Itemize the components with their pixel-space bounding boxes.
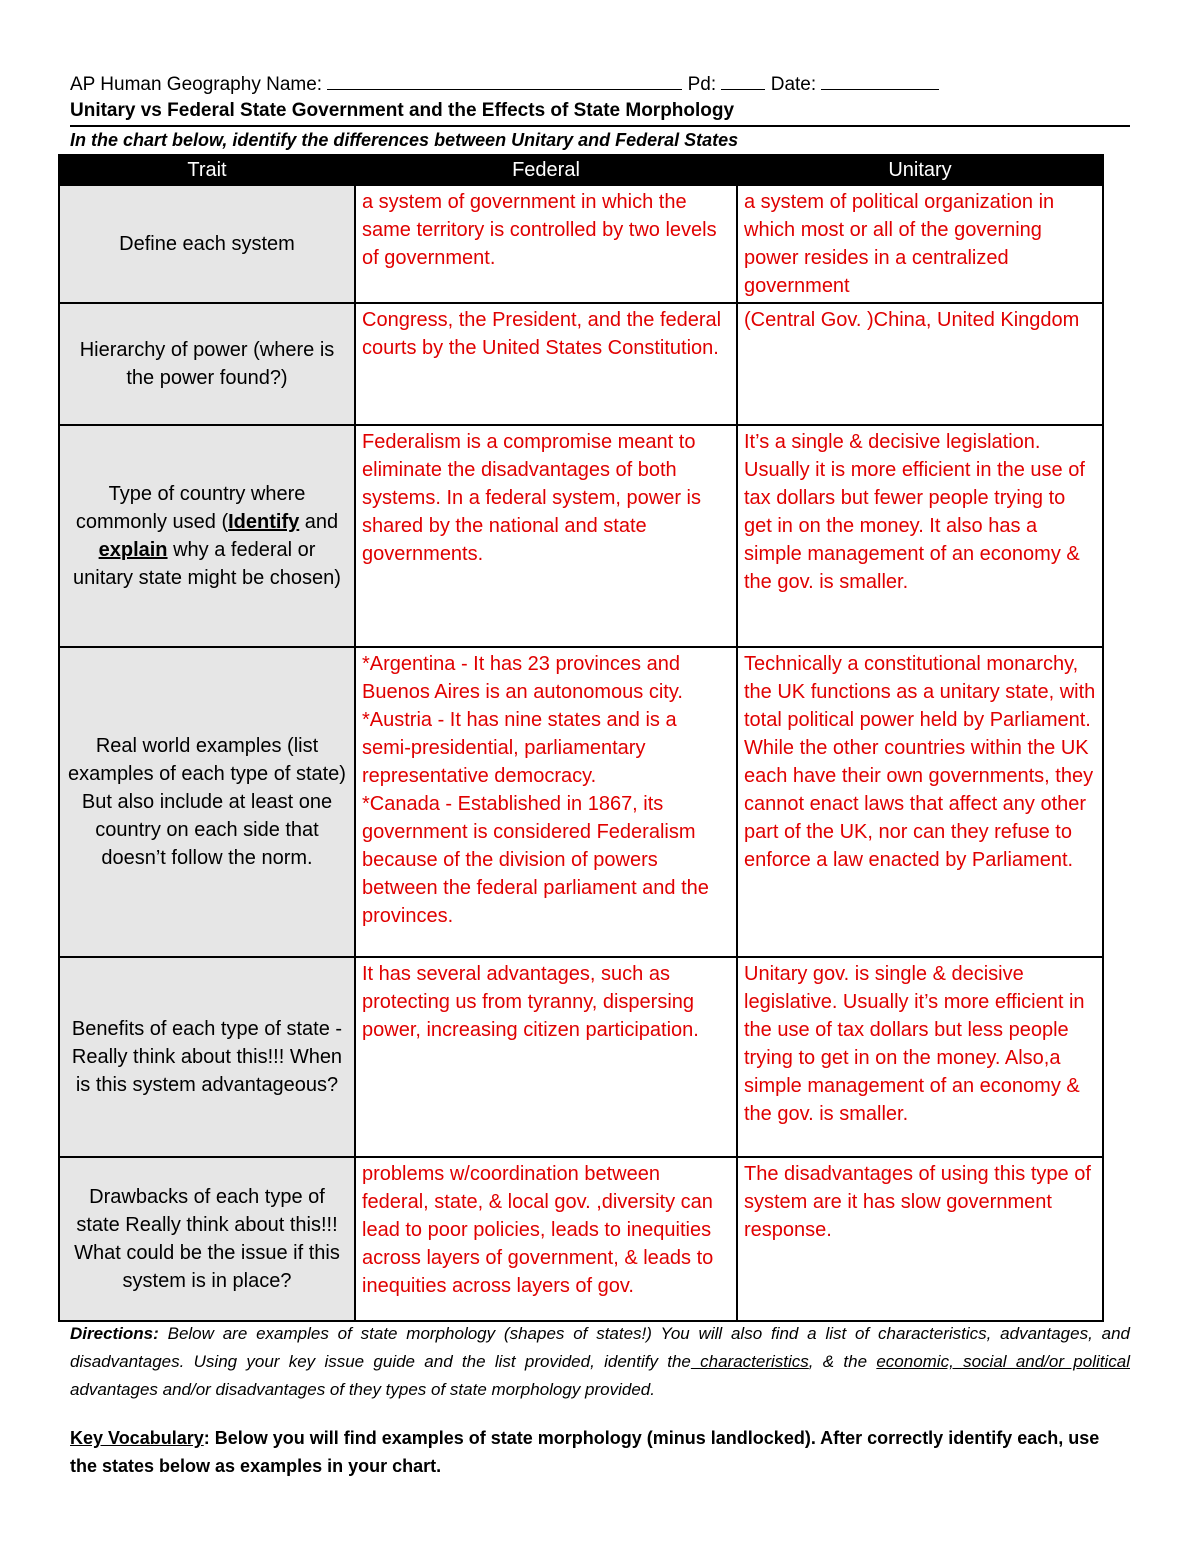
header-line bbox=[70, 73, 939, 96]
table-row bbox=[59, 425, 1103, 647]
federal-answer[interactable] bbox=[355, 647, 737, 957]
date-label: Date: bbox=[770, 74, 817, 95]
table-row bbox=[59, 185, 1103, 303]
comparison-table bbox=[58, 154, 1104, 1322]
table-row bbox=[59, 957, 1103, 1157]
unitary-answer[interactable]: Technically a constitutional monarchy, the UK functions as a unitary state, with total political power held by Parliament. While the other countries within the UK each have their own governments, they cannot enact laws that affect any other part of the UK, nor can they refuse to enforce a law enacted by Parliament. bbox=[737, 647, 1103, 957]
pd-label: Pd: bbox=[687, 74, 717, 95]
directions-text: advantages and/or disadvantages of they types of state morphology provided. bbox=[70, 1380, 655, 1399]
date-blank[interactable] bbox=[821, 73, 939, 90]
trait-text: Type of country where commonly used ( bbox=[75, 483, 306, 533]
federal-answer[interactable]: Federalism is a compromise meant to eliminate the disadvantages of both systems. In a federal system, power is shared by the national and state governments. bbox=[355, 425, 737, 647]
header-trait: Trait bbox=[59, 155, 355, 185]
trait-cell: Define each system bbox=[59, 185, 355, 303]
federal-answer[interactable]: It has several advantages, such as protecting us from tyranny, dispersing power, increasing citizen participation. bbox=[355, 957, 737, 1157]
example-austria: *Austria - It has nine states and is a semi-presidential, parliamentary representative democracy. bbox=[362, 709, 677, 787]
unitary-answer[interactable]: Unitary gov. is single & decisive legislative. Usually it’s more efficient in the use of tax dollars but less people trying to get in on the money. Also,a simple management of an economy & the gov. is smaller. bbox=[737, 957, 1103, 1157]
directions-text: Below are examples of state morphology (shapes of states!) You will also find a list of characteristics, advantages, and disadvantages. Using your key issue guide and the list provided, identify the bbox=[70, 1324, 1130, 1371]
header-unitary: Unitary bbox=[737, 155, 1103, 185]
directions-underlined-text: characteristics bbox=[690, 1352, 809, 1371]
trait-text: and bbox=[299, 511, 339, 533]
name-label: AP Human Geography Name: bbox=[70, 74, 323, 95]
trait-cell: Benefits of each type of state - Really think about this!!! When is this system advantageous? bbox=[59, 957, 355, 1157]
header-federal: Federal bbox=[355, 155, 737, 185]
table-row bbox=[59, 303, 1103, 425]
federal-answer[interactable]: problems w/coordination between federal, state, & local gov. ,diversity can lead to poor policies, leads to inequities across layers of government, & leads to inequities across layers of gov. bbox=[355, 1157, 737, 1321]
example-argentina: *Argentina - It has 23 provinces and Buenos Aires is an autonomous city. bbox=[362, 653, 683, 703]
directions-label: Directions: bbox=[70, 1324, 159, 1343]
unitary-answer[interactable]: a system of political organization in which most or all of the governing power resides in a centralized government bbox=[737, 185, 1103, 303]
trait-text: why a federal or unitary state might be chosen) bbox=[73, 539, 341, 589]
table-row bbox=[59, 1157, 1103, 1321]
key-vocabulary-text: : Below you will find examples of state morphology (minus landlocked). After correctly identify each, use the states below as examples in your chart. bbox=[70, 1428, 1100, 1476]
trait-cell bbox=[59, 425, 355, 647]
unitary-answer[interactable]: The disadvantages of using this type of system are it has slow government response. bbox=[737, 1157, 1103, 1321]
federal-answer[interactable]: Congress, the President, and the federal courts by the United States Constitution. bbox=[355, 303, 737, 425]
explain-keyword: explain bbox=[98, 539, 168, 561]
directions-paragraph bbox=[70, 1320, 1130, 1404]
example-canada: *Canada - Established in 1867, its government is considered Federalism because of the division of powers between the federal parliament and the provinces. bbox=[362, 793, 709, 927]
table-row bbox=[59, 647, 1103, 957]
pd-blank[interactable] bbox=[721, 73, 765, 90]
key-vocabulary-paragraph bbox=[70, 1424, 1130, 1480]
directions-text: , & the bbox=[808, 1352, 877, 1371]
page-title: Unitary vs Federal State Government and the Effects of State Morphology bbox=[70, 100, 1130, 127]
table-header-row bbox=[59, 155, 1103, 185]
trait-cell: Hierarchy of power (where is the power found?) bbox=[59, 303, 355, 425]
identify-keyword: Identify bbox=[228, 511, 300, 533]
unitary-answer[interactable]: It’s a single & decisive legislation. Usually it is more efficient in the use of tax dollars but fewer people trying to get in on the money. It also has a simple management of an economy & the gov. is smaller. bbox=[737, 425, 1103, 647]
name-blank[interactable] bbox=[327, 73, 682, 90]
unitary-answer[interactable]: (Central Gov. )China, United Kingdom bbox=[737, 303, 1103, 425]
key-vocabulary-label: Key Vocabulary bbox=[70, 1428, 204, 1448]
trait-cell: Real world examples (list examples of each type of state) But also include at least one country on each side that doesn’t follow the norm. bbox=[59, 647, 355, 957]
chart-instruction: In the chart below, identify the differences between Unitary and Federal States bbox=[70, 130, 739, 150]
directions-underlined-text: economic, social and/or political bbox=[876, 1352, 1130, 1371]
trait-cell: Drawbacks of each type of state Really think about this!!! What could be the issue if this system is in place? bbox=[59, 1157, 355, 1321]
federal-answer[interactable]: a system of government in which the same territory is controlled by two levels of government. bbox=[355, 185, 737, 303]
